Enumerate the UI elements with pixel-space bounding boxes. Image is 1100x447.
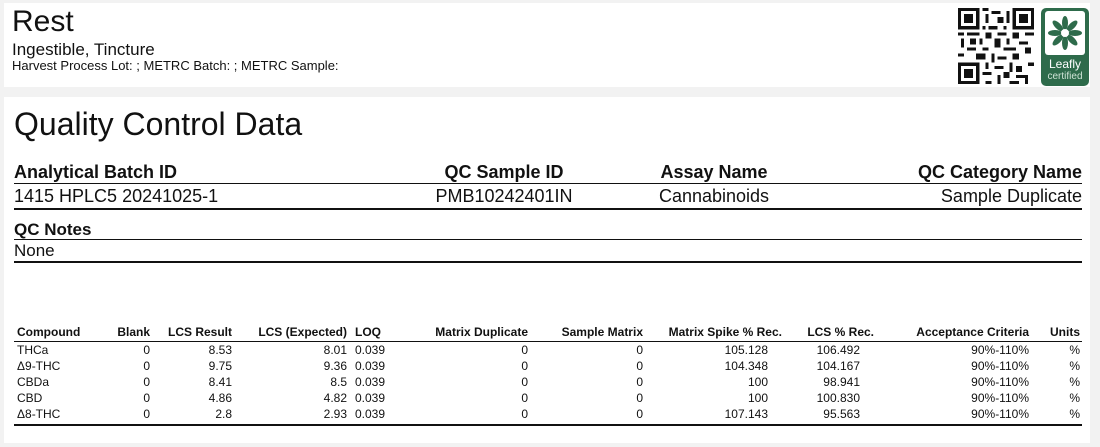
lcs-rec-cell: 100.830 [816, 391, 860, 405]
loq-cell: 0.039 [355, 343, 386, 357]
matrix-duplicate-cell: 0 [521, 391, 528, 405]
qc-notes-header: QC Notes [14, 220, 92, 239]
lcs-result-cell: 9.75 [208, 359, 232, 373]
acceptance-cell: 90%-110% [971, 391, 1029, 405]
column-header: LCS Result [167, 325, 232, 339]
blank-cell: 0 [143, 375, 150, 389]
table-header-row [14, 324, 1082, 342]
sample-matrix-cell: 0 [636, 375, 643, 389]
column-header: LCS % Rec. [807, 325, 874, 339]
table-row [14, 390, 1082, 406]
column-header: Sample Matrix [561, 325, 643, 339]
units-cell: % [1069, 343, 1080, 357]
batch-id-value: 1415 HPLC5 20241025-1 [14, 186, 219, 206]
column-header: Blank [117, 325, 150, 339]
sample-matrix-cell: 0 [636, 407, 643, 421]
qc-sample-id-value: PMB10242401IN [435, 186, 573, 206]
matrix-spike-cell: 104.348 [724, 359, 768, 373]
blank-cell: 0 [143, 391, 150, 405]
matrix-duplicate-cell: 0 [521, 407, 528, 421]
compound-cell: CBDa [17, 375, 50, 389]
column-header: Compound [17, 325, 81, 339]
blank-cell: 0 [143, 343, 150, 357]
acceptance-cell: 90%-110% [971, 343, 1029, 357]
loq-cell: 0.039 [355, 407, 386, 421]
leafly-name: Leafly [1048, 57, 1082, 71]
lcs-result-cell: 4.86 [208, 391, 232, 405]
batch-id-header: Analytical Batch ID [14, 162, 178, 182]
lcs-rec-cell: 106.492 [816, 343, 860, 357]
lcs-rec-cell: 95.563 [823, 407, 860, 421]
column-header: Matrix Spike % Rec. [668, 325, 782, 339]
column-header: Units [1050, 325, 1080, 339]
qc-notes-value: None [14, 241, 55, 260]
qc-category-header: QC Category Name [917, 162, 1082, 182]
blank-cell: 0 [143, 407, 150, 421]
column-header: LOQ [355, 325, 381, 339]
lcs-result-cell: 8.53 [208, 343, 232, 357]
lcs-rec-cell: 98.941 [823, 375, 860, 389]
leafly-certified-label: certified [1047, 71, 1083, 82]
lcs-rec-cell: 104.167 [816, 359, 860, 373]
matrix-duplicate-cell: 0 [521, 375, 528, 389]
lcs-expected-cell: 4.82 [323, 391, 347, 405]
report-header [4, 3, 1090, 87]
qr-code-icon [958, 8, 1034, 84]
loq-cell: 0.039 [355, 375, 386, 389]
matrix-duplicate-cell: 0 [521, 359, 528, 373]
compound-cell: THCa [17, 343, 49, 357]
section-title: Quality Control Data [14, 106, 303, 142]
sample-matrix-cell: 0 [636, 391, 643, 405]
loq-cell: 0.039 [355, 359, 386, 373]
column-header: Matrix Duplicate [435, 325, 528, 339]
acceptance-cell: 90%-110% [971, 359, 1029, 373]
leafly-flower-icon [1045, 11, 1085, 55]
column-header: Acceptance Criteria [916, 325, 1029, 339]
table-row [14, 358, 1082, 374]
table-row [14, 406, 1082, 422]
table-row [14, 342, 1082, 358]
header-divider [14, 183, 1082, 184]
units-cell: % [1069, 407, 1080, 421]
sample-matrix-cell: 0 [636, 359, 643, 373]
matrix-spike-cell: 100 [747, 391, 768, 405]
loq-cell: 0.039 [355, 391, 386, 405]
column-header: LCS (Expected) [258, 325, 347, 339]
product-name: Rest [12, 5, 74, 38]
assay-name-header: Assay Name [660, 162, 768, 182]
lcs-result-cell: 8.41 [208, 375, 232, 389]
lcs-expected-cell: 2.93 [323, 407, 347, 421]
lcs-expected-cell: 9.36 [323, 359, 347, 373]
lcs-expected-cell: 8.5 [330, 375, 347, 389]
qc-results-table [14, 324, 1082, 422]
table-row [14, 374, 1082, 390]
values-divider [14, 208, 1082, 210]
matrix-spike-cell: 100 [747, 375, 768, 389]
assay-name-value: Cannabinoids [658, 186, 770, 206]
units-cell: % [1069, 391, 1080, 405]
table-bottom-rule [14, 424, 1082, 426]
product-type: Ingestible, Tincture [12, 40, 155, 59]
matrix-spike-cell: 105.128 [724, 343, 768, 357]
qc-sample-id-header: QC Sample ID [444, 162, 564, 182]
compound-cell: Δ9-THC [17, 359, 61, 373]
matrix-duplicate-cell: 0 [521, 343, 528, 357]
units-cell: % [1069, 359, 1080, 373]
acceptance-cell: 90%-110% [971, 375, 1029, 389]
matrix-spike-cell: 107.143 [724, 407, 768, 421]
notes-divider [14, 239, 1082, 240]
sample-matrix-cell: 0 [636, 343, 643, 357]
lcs-result-cell: 2.8 [215, 407, 232, 421]
units-cell: % [1069, 375, 1080, 389]
blank-cell: 0 [143, 359, 150, 373]
acceptance-cell: 90%-110% [971, 407, 1029, 421]
notes-bottom-divider [14, 261, 1082, 263]
product-lot-line: Harvest Process Lot: ; METRC Batch: ; METRC Sample: [12, 58, 339, 73]
compound-cell: Δ8-THC [17, 407, 61, 421]
compound-cell: CBD [17, 391, 43, 405]
lcs-expected-cell: 8.01 [323, 343, 347, 357]
leafly-certified-badge [1041, 8, 1089, 86]
qc-category-value: Sample Duplicate [940, 186, 1082, 206]
quality-control-section [4, 97, 1090, 443]
